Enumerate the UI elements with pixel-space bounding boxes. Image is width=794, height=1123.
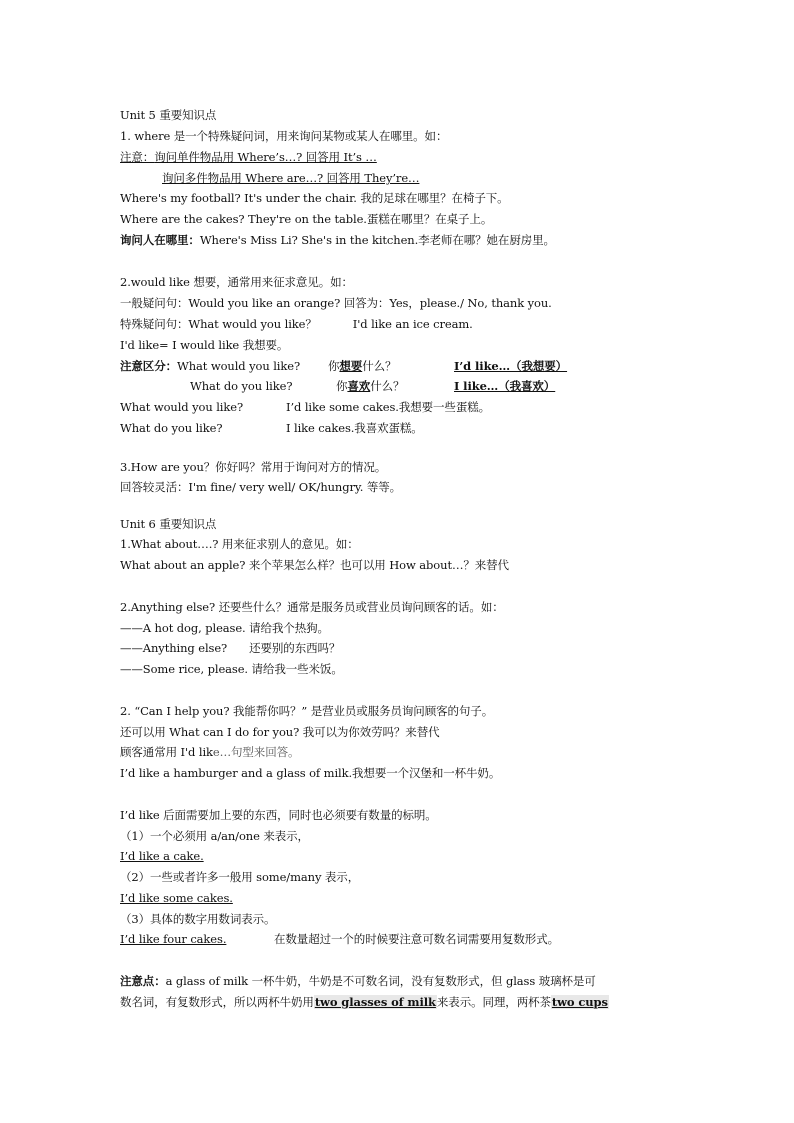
rule-1-example: I’d like a cake. xyxy=(120,849,204,863)
ask-person-label: 询问人在哪里： xyxy=(120,233,200,247)
general-question: 一般疑问句：Would you like an orange? 回答为：Yes，please./ No, thank you. xyxy=(120,296,552,310)
difference-cn1-pre: 你 xyxy=(328,359,340,373)
example-like-a: I like cakes.我喜欢蛋糕。 xyxy=(286,421,423,435)
note-label: 注意： xyxy=(120,150,155,164)
difference-cn1 xyxy=(328,357,396,375)
note-point-text-2a: 数名词，有复数形式，所以两杯牛奶用 xyxy=(120,995,314,1009)
customer-reply-a: 顾客通常用 I'd lik xyxy=(120,745,213,759)
difference-q2: What do you like? xyxy=(190,379,293,393)
what-about-example: What about an apple? 来个苹果怎么样？也可以用 How about…？来替代 xyxy=(120,558,509,572)
note-point-text-1: a glass of milk 一杯牛奶，牛奶是不可数名词，没有复数形式，但 glass 玻璃杯是可 xyxy=(165,974,596,988)
what-can-i-do: 还可以用 What can I do for you? 我可以为你效劳吗？来替代 xyxy=(120,725,440,739)
difference-cn2 xyxy=(336,377,404,395)
difference-cn2-key: 喜欢 xyxy=(347,379,371,393)
rule-1: （1）一个必须用 a/an/one 来表示， xyxy=(120,829,309,843)
dialog-line-2 xyxy=(120,639,340,657)
difference-row-1 xyxy=(120,357,300,375)
difference-label: 注意区分： xyxy=(120,359,177,373)
special-question xyxy=(120,315,473,333)
rule-2: （2）一些或者许多一般用 some/many 表示， xyxy=(120,870,360,884)
where-intro: 1. where 是一个特殊疑问词，用来询问某物或某人在哪里。如： xyxy=(120,129,448,143)
anything-else: 2.Anything else? 还要些什么？通常是服务员或营业员询问顾客的话。如： xyxy=(120,600,504,614)
would-like-intro: 2.would like 想要，通常用来征求意见。如： xyxy=(120,275,353,289)
difference-cn1-post: 什么？ xyxy=(362,359,397,373)
can-i-help: 2. “Can I help you? 我能帮你吗？” 是营业员或服务员询问顾客的句子。 xyxy=(120,704,494,718)
difference-a2: I like…（我喜欢） xyxy=(454,379,556,393)
rule-2-example: I’d like some cakes. xyxy=(120,891,233,905)
id-like-definition: I'd like= I would like 我想要。 xyxy=(120,338,289,352)
rule-3-note: 在数量超过一个的时候要注意可数名词需要用复数形式。 xyxy=(274,932,559,946)
difference-a1: I’d like…（我想要） xyxy=(454,359,568,373)
highlight-two-glasses: two glasses of milk xyxy=(314,995,436,1009)
difference-cn1-key: 想要 xyxy=(339,359,363,373)
special-question-q: 特殊疑问句：What would you like？ xyxy=(120,317,317,331)
rule-3: （3）具体的数字用数词表示。 xyxy=(120,912,276,926)
note-point-text-2b: 来表示。同理，两杯茶 xyxy=(436,995,551,1009)
difference-cn2-post: 什么？ xyxy=(370,379,405,393)
note-point-label: 注意点： xyxy=(120,974,166,988)
dialog-line-3: ——Some rice, please. 请给我一些米饭。 xyxy=(120,662,343,676)
difference-q1: What would you like? xyxy=(177,359,301,373)
example-would-like-q: What would you like? xyxy=(120,400,244,414)
note-plural: 询问多件物品用 Where are…? 回答用 They’re… xyxy=(162,171,420,185)
example-football: Where's my football? It's under the chair. 我的足球在哪里？在椅子下。 xyxy=(120,191,509,205)
dialog-line-1: ——A hot dog, please. 请给我个热狗。 xyxy=(120,621,329,635)
how-are-you-answer: 回答较灵活：I'm fine/ very well/ OK/hungry. 等等。 xyxy=(120,480,402,494)
note-point-line-2 xyxy=(120,993,609,1011)
how-are-you: 3.How are you？你好吗？常用于询问对方的情况。 xyxy=(120,460,387,474)
hamburger-example: I’d like a hamburger and a glass of milk.我想要一个汉堡和一杯牛奶。 xyxy=(120,766,501,780)
example-cakes: Where are the cakes? They're on the table.蛋糕在哪里？在桌子上。 xyxy=(120,212,493,226)
example-would-like-a: I’d like some cakes.我想要一些蛋糕。 xyxy=(286,400,491,414)
quantity-rule: I’d like 后面需要加上要的东西，同时也必须要有数量的标明。 xyxy=(120,808,437,822)
customer-reply-b: e…句型来回答。 xyxy=(212,745,300,759)
difference-cn2-pre: 你 xyxy=(336,379,348,393)
note-line-1 xyxy=(120,148,377,166)
ask-person-example: Where's Miss Li? She's in the kitchen.李老师在哪？她在厨房里。 xyxy=(199,233,555,247)
what-about: 1.What about….? 用来征求别人的意见。如： xyxy=(120,537,359,551)
note-single: 询问单件物品用 Where’s…? 回答用 It’s … xyxy=(154,150,377,164)
example-like-q: What do you like? xyxy=(120,421,223,435)
customer-reply xyxy=(120,743,299,761)
dialog-line-2-cn: 还要别的东西吗？ xyxy=(249,641,341,655)
ask-person-line xyxy=(120,231,555,249)
highlight-two-cups: two cups xyxy=(551,995,608,1009)
rule-3-example: I’d like four cakes. xyxy=(120,932,227,946)
unit6-title: Unit 6 重要知识点 xyxy=(120,517,217,531)
special-question-a: I'd like an ice cream. xyxy=(352,317,473,331)
unit5-title: Unit 5 重要知识点 xyxy=(120,108,217,122)
note-point-line-1 xyxy=(120,972,596,990)
dialog-line-2-en: ——Anything else? xyxy=(120,641,228,655)
